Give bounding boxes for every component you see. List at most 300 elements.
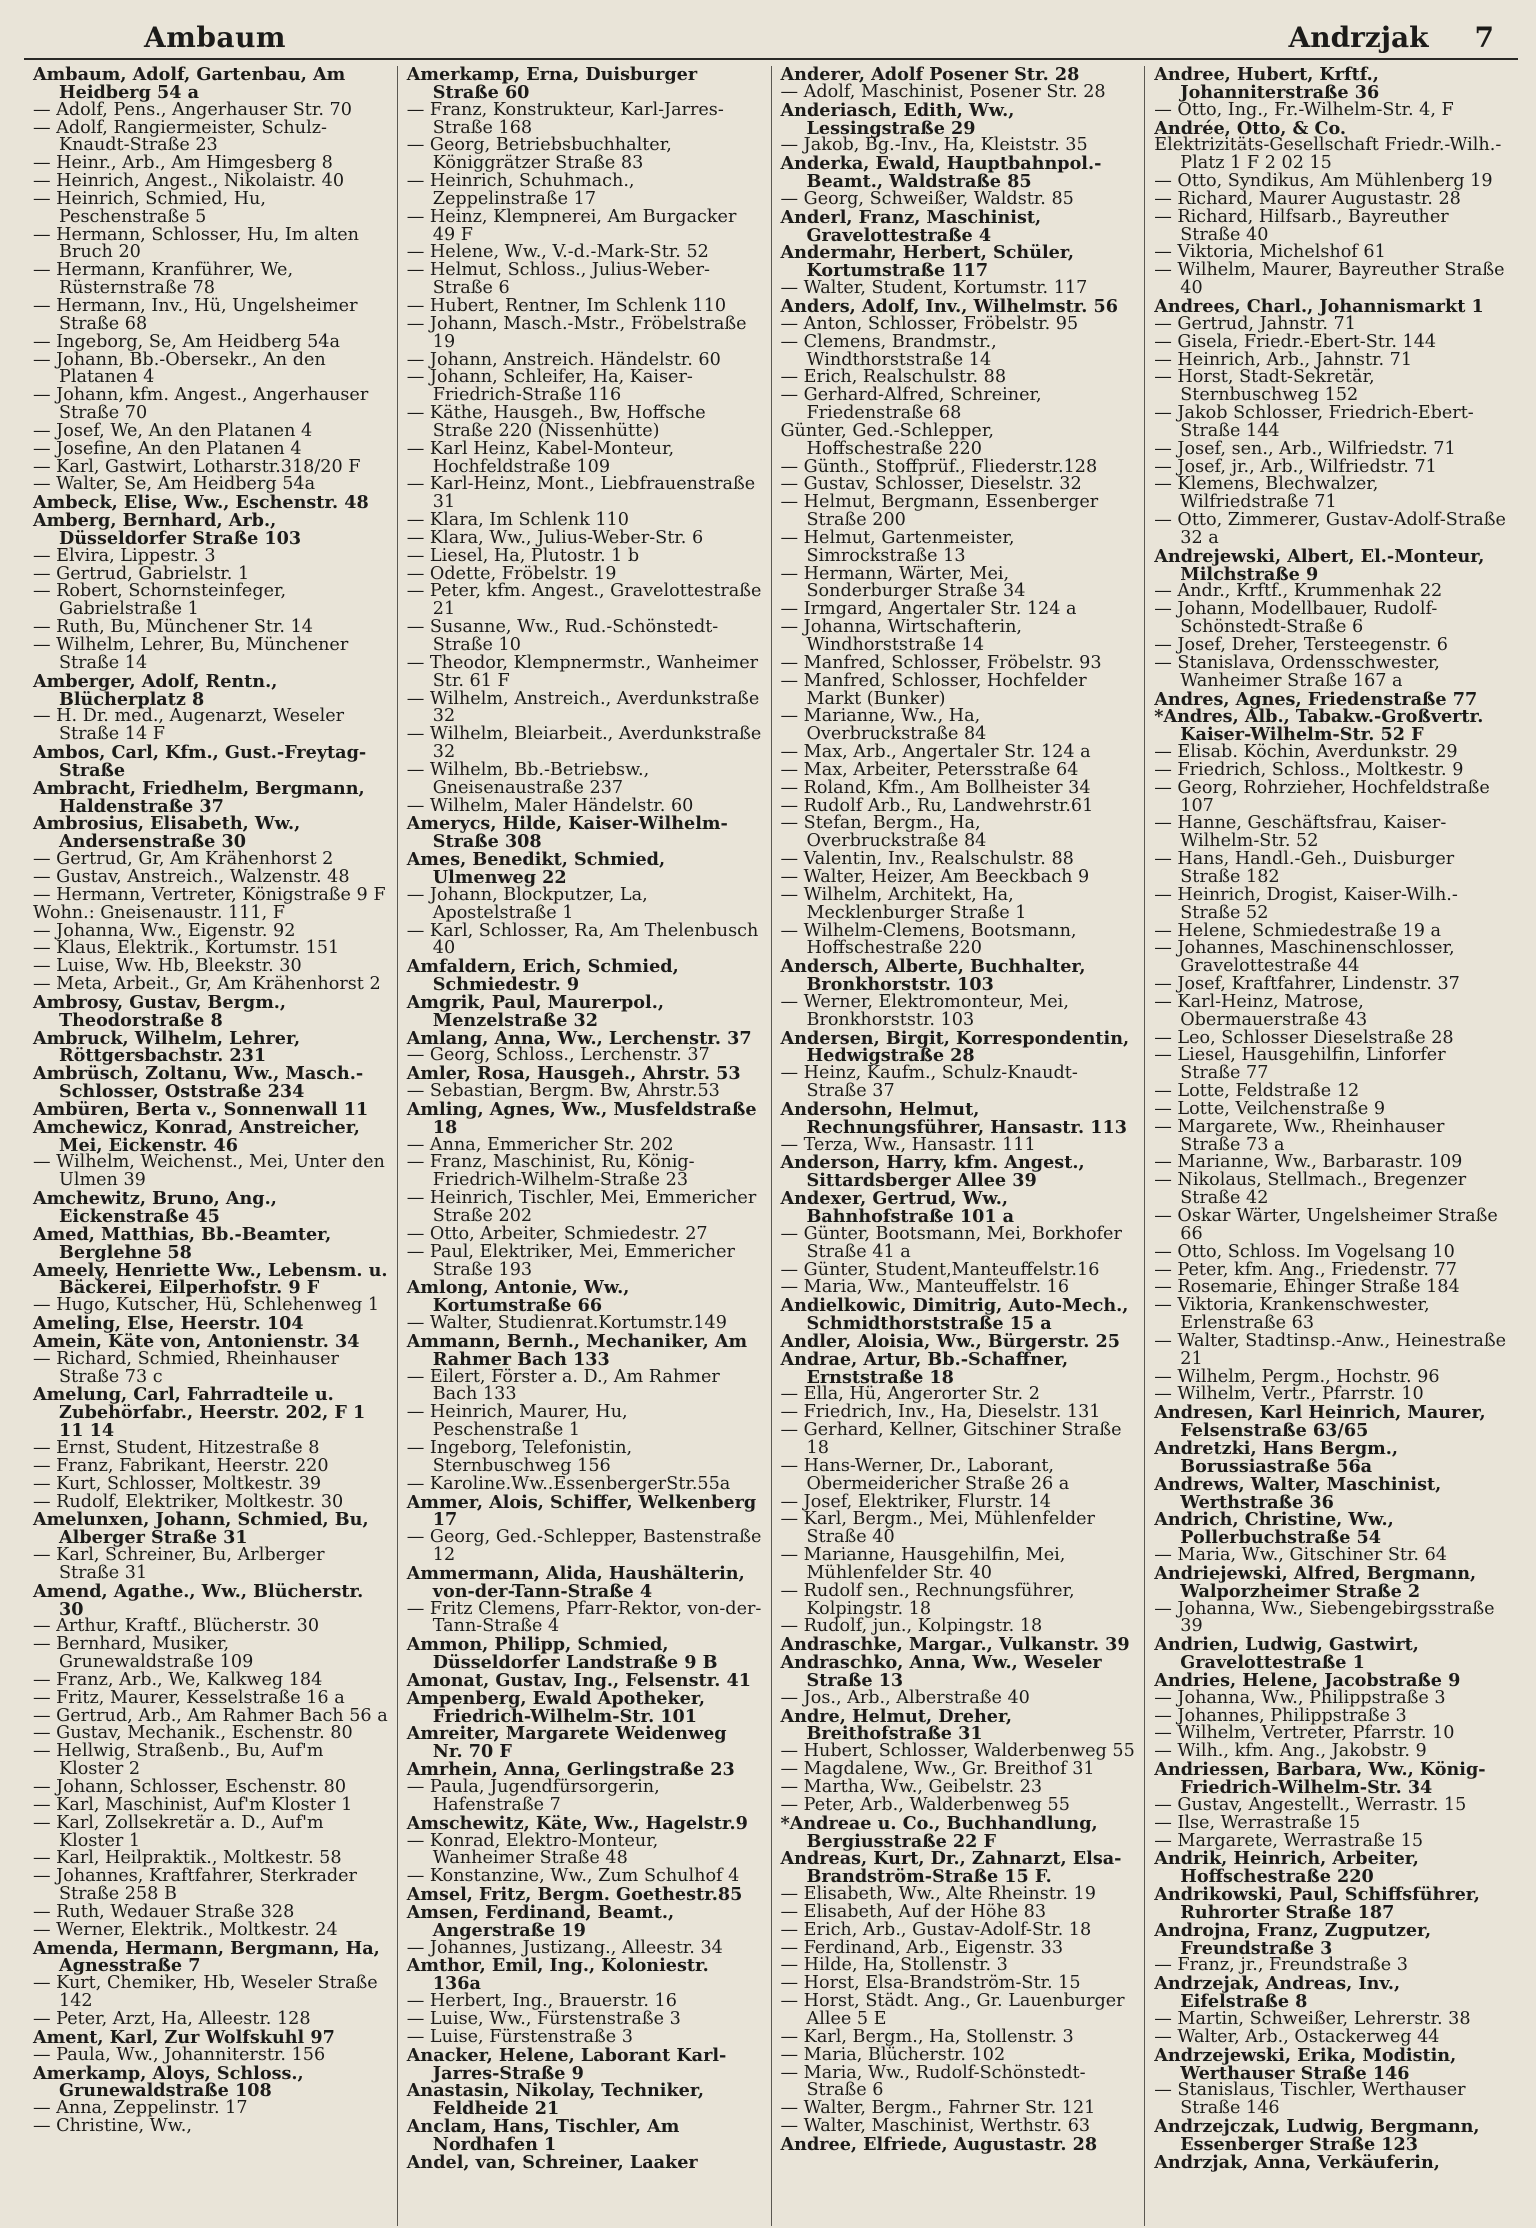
- directory-entry: — Friedrich, Inv., Ha, Dieselstr. 131: [780, 1402, 1101, 1423]
- directory-columns: [24, 66, 1518, 2226]
- directory-entry: — Heinr., Arb., Am Himgesberg 8: [33, 153, 333, 174]
- directory-entry: — Karl, Schreiner, Bu, Arlberger Straße 31: [33, 1545, 325, 1583]
- directory-entry: Ambeck, Elise, Ww., Eschenstr. 48: [33, 492, 369, 514]
- directory-entry: Amsel, Fritz, Bergm. Goethestr.85: [406, 1884, 743, 1906]
- directory-entry: — Lotte, Feldstraße 12: [1154, 1081, 1360, 1102]
- directory-entry: Amend, Agathe., Ww., Blücherstr. 30: [33, 1580, 364, 1620]
- directory-entry: — Gisela, Friedr.-Ebert-Str. 144: [1154, 331, 1437, 352]
- directory-entry: Andriessen, Barbara, Ww., König-Friedrich-Wilhelm-Str. 34: [1154, 1759, 1486, 1798]
- directory-entry: — Georg, Rohrzieher, Hochfeldstraße 107: [1154, 777, 1490, 816]
- directory-entry: Anders, Adolf, Inv., Wilhelmstr. 56: [780, 295, 1119, 317]
- directory-entry: Amchewitz, Bruno, Ang., Eickenstraße 45: [33, 1188, 277, 1227]
- directory-entry: — Gerhard, Kellner, Gitschiner Straße 18: [780, 1420, 1122, 1458]
- directory-entry: — Johannes, Philippstraße 3: [1154, 1705, 1407, 1726]
- directory-entry: — Rudolf, Elektriker, Moltkestr. 30: [33, 1491, 344, 1512]
- directory-entry: — Wilh., kfm. Ang., Jakobstr. 9: [1154, 1741, 1427, 1762]
- directory-entry: — Walter, Stadtinsp.-Anw., Heinestraße 21: [1154, 1330, 1507, 1369]
- directory-entry: — Paul, Elektriker, Mei, Emmericher Straße 193: [406, 1241, 735, 1280]
- directory-entry: — Gertrud, Jahnstr. 71: [1154, 313, 1356, 334]
- directory-entry: — Wilhelm, Pergm., Hochstr. 96: [1154, 1366, 1440, 1387]
- directory-entry: Andree, Elfriede, Augustastr. 28: [780, 2133, 1098, 2155]
- directory-entry: — Johannes, Kraftfahrer, Sterkrader Straße 258 B: [33, 1866, 357, 1905]
- directory-entry: — Konrad, Elektro-Monteur, Wanheimer Straße 48: [406, 1830, 659, 1869]
- directory-entry: — Ruth, Wedauer Straße 328: [33, 1901, 295, 1922]
- directory-entry: — Georg, Ged.-Schlepper, Bastenstraße 12: [406, 1527, 762, 1566]
- directory-entry: Andler, Aloisia, Ww., Bürgerstr. 25: [780, 1330, 1120, 1352]
- directory-entry: Ameling, Else, Heerstr. 104: [33, 1313, 304, 1335]
- directory-entry: — Johann, Blockputzer, La, Apostelstraße 1: [406, 884, 648, 923]
- directory-entry: Andres, Agnes, Friedenstraße 77: [1154, 688, 1478, 710]
- directory-entry: — Paula, Jugendfürsorgerin, Hafenstraße 7: [406, 1777, 660, 1815]
- directory-entry: Ammermann, Alida, Haushälterin, von-der-Tann-Straße 4: [406, 1562, 745, 1602]
- directory-entry: — Elvira, Lippestr. 3: [33, 545, 216, 566]
- directory-entry: Amchewicz, Konrad, Anstreicher, Mei, Eickenstr. 46: [33, 1116, 360, 1156]
- directory-entry: — Johannes, Justizang., Alleestr. 34: [406, 1937, 723, 1958]
- directory-entry: — Rudolf sen., Rechnungsführer, Kolpingstr. 18: [780, 1580, 1075, 1619]
- directory-entry: — Kurt, Chemiker, Hb, Weseler Straße 142: [33, 1973, 378, 2012]
- directory-entry: — Marianne, Ww., Barbarastr. 109: [1154, 1152, 1463, 1173]
- directory-entry: — Gertrud, Gabrielstr. 1: [33, 563, 250, 584]
- directory-entry: — Georg, Betriebsbuchhalter, Königgrätzer Straße 83: [406, 135, 672, 174]
- directory-entry: Andrikowski, Paul, Schiffsführer, Ruhrorter Straße 187: [1154, 1884, 1480, 1923]
- directory-entry: — Hermann, Schlosser, Hu, Im alten Bruch 20: [33, 224, 359, 263]
- directory-entry: Andexer, Gertrud, Ww., Bahnhofstraße 101 a: [780, 1188, 1015, 1227]
- directory-entry: — Elisabeth, Auf der Höhe 83: [780, 1901, 1047, 1922]
- directory-entry: — Peter, kfm. Angest., Gravelottestraße 21: [406, 581, 762, 620]
- directory-entry: — Johann, Schlosser, Eschenstr. 80: [33, 1777, 347, 1797]
- directory-entry: — Adolf, Pens., Angerhauser Str. 70: [33, 99, 352, 120]
- directory-entry: — Heinrich, Maurer, Hu, Peschenstraße 1: [406, 1402, 628, 1441]
- directory-entry: — Walter, Bergm., Fahrner Str. 121: [780, 2098, 1096, 2119]
- directory-entry: — Wilhelm, Weichenst., Mei, Unter den Ulmen 39: [33, 1152, 385, 1191]
- directory-entry: — Jos., Arb., Alberstraße 40: [780, 1687, 1030, 1708]
- directory-entry: — Ruth, Bu, Münchener Str. 14: [33, 617, 313, 638]
- directory-entry: Ammer, Alois, Schiffer, Welkenberg 17: [406, 1491, 757, 1531]
- directory-entry: — Franz, jr., Freundstraße 3: [1154, 1955, 1408, 1976]
- directory-entry: — Gertrud, Gr, Am Krähenhorst 2: [33, 849, 334, 870]
- directory-entry: — Jakob, Bg.-Inv., Ha, Kleiststr. 35: [780, 135, 1088, 156]
- directory-entry: — Maria, Ww., Rudolf-Schönstedt-Straße 6: [780, 2062, 1086, 2101]
- directory-entry: Andrik, Heinrich, Arbeiter, Hoffschestraße 220: [1154, 1848, 1419, 1888]
- directory-entry: Andrae, Artur, Bb.-Schaffner, Ernststraße 18: [780, 1348, 1069, 1388]
- directory-entry: — Johanna, Ww., Philippstraße 3: [1154, 1687, 1446, 1708]
- directory-entry: Amthor, Emil, Ing., Koloniestr. 136a: [406, 1955, 709, 1995]
- directory-entry: — Herbert, Ing., Brauerstr. 16: [406, 1991, 677, 2012]
- directory-entry: Andriejewski, Alfred, Bergmann, Walporzheimer Straße 2: [1154, 1562, 1477, 1602]
- directory-entry: Ampenberg, Ewald Apotheker, Friedrich-Wilhelm-Str. 101: [406, 1687, 705, 1727]
- directory-entry: — Karl, Schlosser, Ra, Am Thelenbusch 40: [406, 920, 759, 959]
- column-3: [771, 66, 1145, 2226]
- directory-entry: Ambrüsch, Zoltanu, Ww., Masch.-Schlosser, Oststraße 234: [33, 1063, 364, 1103]
- directory-entry: — Otto, Zimmerer, Gustav-Adolf-Straße 32 a: [1154, 510, 1506, 548]
- directory-entry: — Heinrich, Schmied, Hu, Peschenstraße 5: [33, 188, 266, 227]
- directory-entry: — Johannes, Maschinenschlosser, Gravelottestraße 44: [1154, 938, 1455, 977]
- directory-entry: — Karl-Heinz, Mont., Liebfrauenstraße 31: [406, 474, 756, 513]
- directory-entry: Andielkowic, Dimitrig, Auto-Mech., Schmidthorststraße 15 a: [780, 1295, 1129, 1335]
- directory-entry: — Nikolaus, Stellmach., Bregenzer Straße 42: [1154, 1170, 1467, 1209]
- directory-entry: — Gerhard-Alfred, Schreiner, Friedenstraße 68: [780, 385, 1042, 424]
- directory-entry: — Klara, Im Schlenk 110: [406, 510, 629, 531]
- directory-entry: — Irmgard, Angertaler Str. 124 a: [780, 599, 1077, 620]
- directory-entry: — Gustav, Schlosser, Dieselstr. 32: [780, 474, 1082, 495]
- directory-entry: — Oskar Wärter, Ungelsheimer Straße 66: [1154, 1206, 1498, 1244]
- directory-entry: — Theodor, Klempnermstr., Wanheimer Str. 61 F: [406, 652, 759, 691]
- directory-entry: — Helene, Ww., V.-d.-Mark-Str. 52: [406, 242, 709, 263]
- directory-entry: Amlang, Anna, Ww., Lerchenstr. 37: [406, 1027, 752, 1049]
- directory-entry: — Josef, sen., Arb., Wilfriedstr. 71: [1154, 438, 1456, 459]
- directory-entry: — Luise, Ww., Fürstenstraße 3: [406, 2008, 681, 2029]
- directory-entry: — Karl-Heinz, Matrose, Obermauerstraße 43: [1154, 991, 1368, 1030]
- directory-entry: — Karl Heinz, Kabel-Monteur, Hochfeldstraße 109: [406, 438, 675, 477]
- directory-entry: — Martha, Ww., Geibelstr. 23: [780, 1777, 1043, 1797]
- directory-entry: — Walter, Studienrat.Kortumstr.149: [406, 1313, 727, 1334]
- directory-entry: Amlong, Antonie, Ww., Kortumstraße 66: [406, 1277, 630, 1317]
- directory-entry: Amsen, Ferdinand, Beamt., Angerstraße 19: [406, 1901, 675, 1941]
- directory-entry: — Josef, Dreher, Tersteegenstr. 6: [1154, 635, 1448, 655]
- directory-entry: — Josefine, An den Platanen 4: [33, 438, 302, 459]
- directory-entry: — Ferdinand, Arb., Eigenstr. 33: [780, 1937, 1064, 1958]
- directory-entry: — Lotte, Veilchenstraße 9: [1154, 1098, 1386, 1119]
- directory-entry: — Klara, Ww., Julius-Weber-Str. 6: [406, 527, 704, 548]
- directory-entry: — Hermann, Inv., Hü, Ungelsheimer Straße 68: [33, 295, 358, 334]
- directory-entry: Anderka, Ewald, Hauptbahnpol.-Beamt., Waldstraße 85: [780, 153, 1102, 193]
- directory-entry: — Elisabeth, Ww., Alte Rheinstr. 19: [780, 1884, 1096, 1905]
- directory-entry: Amler, Rosa, Hausgeh., Ahrstr. 53: [406, 1063, 741, 1085]
- directory-entry: — Helmut, Gartenmeister, Simrockstraße 13: [780, 527, 1015, 566]
- directory-entry: — Günter, Bootsmann, Mei, Borkhofer Straße 41 a: [780, 1223, 1122, 1262]
- directory-entry: — Friedrich, Schloss., Moltkestr. 9: [1154, 759, 1464, 780]
- directory-entry: Andrzejak, Andreas, Inv., Eifelstraße 8: [1154, 1973, 1401, 2013]
- directory-entry: — Max, Arb., Angertaler Str. 124 a: [780, 742, 1091, 763]
- directory-entry: — Heinz, Kaufm., Schulz-Knaudt-Straße 37: [780, 1063, 1078, 1102]
- directory-entry: Amein, Käte von, Antonienstr. 34: [33, 1330, 360, 1352]
- directory-entry: — Franz, Konstrukteur, Karl-Jarres-Straße 168: [406, 99, 724, 138]
- directory-entry: — Hubert, Rentner, Im Schlenk 110: [406, 295, 727, 316]
- directory-entry: — Peter, kfm. Ang., Friedenstr. 77: [1154, 1259, 1457, 1280]
- directory-entry: — Peter, Arzt, Ha, Alleestr. 128: [33, 2008, 311, 2029]
- directory-entry: — Susanne, Ww., Rud.-Schönstedt-Straße 10: [406, 617, 719, 655]
- directory-entry: — Eilert, Förster a. D., Am Rahmer Bach 133: [406, 1366, 720, 1405]
- directory-entry: — Wilhelm, Architekt, Ha, Mecklenburger Straße 1: [780, 884, 1027, 923]
- directory-entry: — Wilhelm, Bb.-Betriebsw., Gneisenaustraße 237: [406, 759, 650, 798]
- directory-entry: Andrien, Ludwig, Gastwirt, Gravelottestraße 1: [1154, 1634, 1419, 1674]
- directory-entry: — Ernst, Student, Hitzestraße 8: [33, 1437, 320, 1458]
- column-1: [24, 66, 397, 2226]
- directory-entry: — Karl, Bergm., Mei, Mühlenfelder Straße 40: [780, 1509, 1095, 1548]
- directory-entry: Ameely, Henriette Ww., Lebensm. u. Bäckerei, Eilperhofstr. 9 F: [33, 1259, 388, 1299]
- directory-entry: — Roland, Kfm., Am Bollheister 34: [780, 777, 1091, 798]
- column-4: [1144, 66, 1518, 2226]
- directory-entry: Amed, Matthias, Bb.-Beamter, Berglehne 58: [33, 1223, 332, 1263]
- directory-entry: — Marianne, Ww., Ha, Overbruckstraße 84: [780, 706, 987, 745]
- directory-entry: Andraschke, Margar., Vulkanstr. 39: [780, 1634, 1130, 1656]
- directory-entry: — Anton, Schlosser, Fröbelstr. 95: [780, 313, 1079, 334]
- directory-entry: — Rudolf Arb., Ru, Landwehrstr.61: [780, 795, 1094, 816]
- directory-entry: Anderiasch, Edith, Ww., Lessingstraße 29: [780, 99, 1015, 139]
- directory-entry: — Franz, Fabrikant, Heerstr. 220: [33, 1455, 329, 1476]
- directory-entry: Andrzjak, Anna, Verkäuferin,: [1154, 2151, 1440, 2173]
- directory-entry: — Margarete, Werrastraße 15: [1154, 1830, 1424, 1851]
- directory-entry: Elektrizitäts-Gesellschaft Friedr.-Wilh.-Platz 1 F 2 02 15: [1154, 135, 1502, 174]
- directory-entry: — Werner, Elektrik., Moltkestr. 24: [33, 1919, 338, 1940]
- directory-entry: Androjna, Franz, Zugputzer, Freundstraße 3: [1154, 1919, 1432, 1959]
- directory-entry: — Otto, Schloss. Im Vogelsang 10: [1154, 1241, 1455, 1262]
- directory-entry: — Käthe, Hausgeh., Bw, Hoffsche Straße 220 (Nissenhütte): [406, 403, 706, 441]
- directory-entry: — Franz, Maschinist, Ru, König-Friedrich-Wilhelm-Straße 23: [406, 1152, 695, 1191]
- directory-entry: — Ingeborg, Telefonistin, Sternbuschweg 156: [406, 1437, 633, 1476]
- directory-entry: — Jakob Schlosser, Friedrich-Ebert-Straße 144: [1154, 403, 1474, 441]
- directory-entry: — Paula, Ww., Johanniterstr. 156: [33, 2044, 326, 2065]
- directory-entry: — Heinz, Klempnerei, Am Burgacker 49 F: [406, 206, 737, 245]
- directory-entry: — Adolf, Maschinist, Posener Str. 28: [780, 81, 1106, 102]
- directory-entry: — Fritz Clemens, Pfarr-Rektor, von-der-Tann-Straße 4: [406, 1598, 762, 1637]
- directory-entry: — Christine, Ww.,: [33, 2116, 192, 2137]
- directory-entry: Amerkamp, Aloys, Schloss., Grunewaldstraße 108: [33, 2062, 304, 2102]
- directory-entry: — Johann, kfm. Angest., Angerhauser Straße 70: [33, 385, 369, 424]
- directory-entry: — Johanna, Ww., Eigenstr. 92: [33, 920, 296, 941]
- directory-entry: Andrich, Christine, Ww., Pollerbuchstraße 54: [1154, 1509, 1394, 1549]
- directory-entry: — Hermann, Vertreter, Königstraße 9 F: [33, 884, 386, 905]
- directory-entry: Amenda, Hermann, Bergmann, Ha, Agnesstraße 7: [33, 1937, 380, 1977]
- directory-entry: Amgrik, Paul, Maurerpol., Menzelstraße 32: [406, 991, 664, 1031]
- directory-entry: Anclam, Hans, Tischler, Am Nordhafen 1: [406, 2116, 680, 2155]
- directory-entry: — Anna, Zeppelinstr. 17: [33, 2098, 248, 2119]
- directory-entry: Amreiter, Margarete Weidenweg Nr. 70 F: [406, 1723, 727, 1763]
- directory-entry: — Hans, Handl.-Geh., Duisburger Straße 182: [1154, 849, 1455, 887]
- directory-entry: — Rudolf, jun., Kolpingstr. 18: [780, 1616, 1043, 1637]
- directory-entry: Ames, Benedikt, Schmied, Ulmenweg 22: [406, 849, 666, 888]
- directory-entry: Andrews, Walter, Maschinist, Werthstraße 36: [1154, 1473, 1442, 1513]
- directory-entry: — Hermann, Kranführer, We, Rüsternstraße 78: [33, 260, 294, 299]
- directory-entry: — Walter, Maschinist, Werthstr. 63: [780, 2116, 1091, 2137]
- directory-entry: — Fritz, Maurer, Kesselstraße 16 a: [33, 1687, 345, 1708]
- directory-entry: — Valentin, Inv., Realschulstr. 88: [780, 849, 1074, 870]
- directory-entry: — Karl, Zollsekretär a. D., Auf'm Kloster 1: [33, 1812, 324, 1851]
- page-number: 7: [1474, 21, 1494, 54]
- directory-entry: — Günter, Student,Manteuffelstr.16: [780, 1259, 1100, 1280]
- directory-entry: — Walter, Arb., Ostackerweg 44: [1154, 2026, 1440, 2047]
- directory-entry: — Wilhelm, Maurer, Bayreuther Straße 40: [1154, 260, 1505, 299]
- directory-entry: Andersohn, Helmut, Rechnungsführer, Hansastr. 113: [780, 1098, 1128, 1138]
- directory-entry: — Rosemarie, Ehinger Straße 184: [1154, 1277, 1460, 1298]
- directory-entry: — Georg, Schweißer, Waldstr. 85: [780, 188, 1074, 209]
- directory-entry: Andretzki, Hans Bergm., Borussiastraße 56a: [1154, 1437, 1399, 1477]
- directory-entry: Andreas, Kurt, Dr., Zahnarzt, Elsa-Brandström-Straße 15 F.: [780, 1848, 1122, 1888]
- directory-entry: — Josef, Elektriker, Flurstr. 14: [780, 1491, 1051, 1512]
- directory-entry: Amerkamp, Erna, Duisburger Straße 60: [406, 66, 698, 103]
- directory-entry: Andel, van, Schreiner, Laaker: [406, 2151, 698, 2173]
- directory-entry: — Gustav, Anstreich., Walzenstr. 48: [33, 866, 350, 887]
- header-right: [1289, 21, 1494, 54]
- directory-entry: — Hans-Werner, Dr., Laborant, Obermeidericher Straße 26 a: [780, 1455, 1070, 1494]
- directory-entry: — Franz, Arb., We, Kalkweg 184: [33, 1669, 323, 1690]
- directory-entry: — Horst, Elsa-Brandström-Str. 15: [780, 1973, 1081, 1994]
- column-2: [397, 66, 771, 2226]
- header-first-name: Ambaum: [144, 21, 287, 54]
- directory-entry: Ambracht, Friedhelm, Bergmann, Haldenstraße 37: [33, 777, 365, 817]
- directory-entry: — Liesel, Ha, Plutostr. 1 b: [406, 545, 640, 566]
- directory-entry: — Heinrich, Tischler, Mei, Emmericher Straße 202: [406, 1188, 757, 1226]
- directory-entry: — Karl, Heilpraktik., Moltkestr. 58: [33, 1848, 342, 1869]
- directory-entry: — Heinrich, Drogist, Kaiser-Wilh.-Straße 52: [1154, 884, 1458, 923]
- directory-entry: — Leo, Schlosser Dieselstraße 28: [1154, 1027, 1454, 1048]
- directory-entry: — Josef, We, An den Platanen 4: [33, 420, 313, 441]
- directory-entry: Ambruck, Wilhelm, Lehrer, Röttgersbachstr. 231: [33, 1027, 301, 1067]
- directory-entry: Ammon, Philipp, Schmied, Düsseldorfer Landstraße 9 B: [406, 1634, 718, 1674]
- directory-entry: Andrzejewski, Erika, Modistin, Werthauser Straße 146: [1154, 2044, 1457, 2084]
- directory-entry: — H. Dr. med., Augenarzt, Weseler Straße 14 F: [33, 706, 345, 745]
- directory-entry: — Manfred, Schlosser, Hochfelder Markt (Bunker): [780, 670, 1087, 709]
- directory-entry: — Gustav, Angestellt., Werrastr. 15: [1154, 1794, 1467, 1815]
- directory-entry: Amonat, Gustav, Ing., Felsenstr. 41: [406, 1669, 752, 1691]
- directory-entry: Anderer, Adolf Posener Str. 28: [780, 66, 1080, 85]
- directory-entry: — Viktoria, Michelshof 61: [1154, 242, 1386, 263]
- directory-entry: — Josef, Kraftfahrer, Lindenstr. 37: [1154, 974, 1460, 995]
- directory-entry: — Wilhelm, Lehrer, Bu, Münchener Straße 14: [33, 635, 349, 673]
- directory-entry: — Stanislaus, Tischler, Werthauser Straße 146: [1154, 2080, 1466, 2119]
- directory-entry: — Werner, Elektromonteur, Mei, Bronkhorststr. 103: [780, 991, 1069, 1030]
- directory-entry: — Wilhelm, Vertreter, Pfarrstr. 10: [1154, 1723, 1455, 1744]
- directory-entry: — Ella, Hü, Angerorter Str. 2: [780, 1384, 1040, 1405]
- directory-entry: — Elisab. Köchin, Averdunkstr. 29: [1154, 742, 1458, 763]
- directory-entry: — Johanna, Ww., Siebengebirgsstraße 39: [1154, 1598, 1495, 1637]
- directory-entry: Amrhein, Anna, Gerlingstraße 23: [406, 1759, 735, 1781]
- directory-entry: — Meta, Arbeit., Gr, Am Krähenhorst 2: [33, 974, 381, 995]
- directory-entry: — Horst, Stadt-Sekretär, Sternbuschweg 152: [1154, 367, 1375, 406]
- directory-entry: — Hubert, Schlosser, Walderbenweg 55: [780, 1741, 1135, 1762]
- directory-entry: Ambos, Carl, Kfm., Gust.-Freytag-Straße: [33, 742, 367, 781]
- directory-entry: Ammann, Bernh., Mechaniker, Am Rahmer Bach 133: [406, 1330, 748, 1370]
- directory-entry: — Heinrich, Angest., Nikolaistr. 40: [33, 171, 345, 192]
- directory-entry: — Josef, jr., Arb., Wilfriedstr. 71: [1154, 456, 1437, 477]
- directory-entry: Amschewitz, Käte, Ww., Hagelstr.9: [406, 1812, 748, 1834]
- directory-entry: — Johann, Modellbauer, Rudolf-Schönstedt-Straße 6: [1154, 599, 1438, 638]
- directory-entry: Ambrosius, Elisabeth, Ww., Andersenstraße 30: [33, 813, 301, 853]
- directory-entry: Anderl, Franz, Maschinist, Gravelottestraße 4: [780, 206, 1042, 246]
- directory-entry: — Hugo, Kutscher, Hü, Schlehenweg 1: [33, 1295, 380, 1316]
- directory-entry: — Richard, Hilfsarb., Bayreuther Straße 40: [1154, 206, 1449, 245]
- directory-entry: — Wilhelm, Maler Händelstr. 60: [406, 795, 694, 816]
- directory-entry: Amling, Agnes, Ww., Musfeldstraße 18: [406, 1098, 757, 1138]
- directory-entry: — Viktoria, Krankenschwester, Erlenstraße 63: [1154, 1295, 1430, 1334]
- directory-entry: Ambrosy, Gustav, Bergm., Theodorstraße 8: [33, 991, 287, 1031]
- directory-entry: — Terza, Ww., Hansastr. 111: [780, 1134, 1036, 1155]
- directory-entry: — Hilde, Ha, Stollenstr. 3: [780, 1955, 1008, 1976]
- directory-entry: — Helmut, Schloss., Julius-Weber-Straße 6: [406, 260, 710, 299]
- directory-entry: — Karl, Bergm., Ha, Stollenstr. 3: [780, 2026, 1074, 2047]
- directory-entry: — Johann, Anstreich. Händelstr. 60: [406, 349, 721, 370]
- directory-entry: — Andr., Krftf., Krummenhak 22: [1154, 581, 1443, 602]
- directory-entry: *Andreae u. Co., Buchhandlung, Bergiusstraße 22 F: [780, 1812, 1098, 1852]
- directory-entry: — Erich, Realschulstr. 88: [780, 367, 1007, 388]
- directory-entry: — Anna, Emmericher Str. 202: [406, 1134, 674, 1155]
- directory-entry: — Wilhelm-Clemens, Bootsmann, Hoffschestraße 220: [780, 920, 1077, 959]
- header-last-name: Andrzjak: [1288, 21, 1429, 54]
- directory-entry: — Adolf, Rangiermeister, Schulz-Knaudt-Straße 23: [33, 117, 327, 156]
- directory-entry: Andrée, Otto, & Co.: [1154, 117, 1347, 139]
- directory-entry: — Heinrich, Arb., Jahnstr. 71: [1154, 349, 1413, 370]
- directory-entry: — Helene, Schmiedestraße 19 a: [1154, 920, 1442, 941]
- directory-entry: — Otto, Arbeiter, Schmiedestr. 27: [406, 1223, 708, 1244]
- directory-entry: — Margarete, Ww., Rheinhauser Straße 73 a: [1154, 1116, 1445, 1155]
- directory-entry: — Erich, Arb., Gustav-Adolf-Str. 18: [780, 1919, 1092, 1940]
- directory-entry: — Otto, Ing., Fr.-Wilhelm-Str. 4, F: [1154, 99, 1454, 120]
- directory-entry: — Karl, Gastwirt, Lotharstr.318/20 F: [33, 456, 361, 477]
- directory-entry: — Günth., Stoffprüf., Fliederstr.128: [780, 456, 1098, 477]
- directory-entry: Andries, Helene, Jacobstraße 9: [1154, 1669, 1461, 1691]
- directory-entry: Ambaum, Adolf, Gartenbau, Am Heidberg 54 a: [33, 66, 346, 103]
- directory-entry: — Martin, Schweißer, Lehrerstr. 38: [1154, 2008, 1471, 2029]
- directory-entry: — Bernhard, Musiker, Grunewaldstraße 109: [33, 1634, 254, 1673]
- directory-entry: — Walter, Se, Am Heidberg 54a: [33, 474, 316, 495]
- directory-entry: — Helmut, Bergmann, Essenberger Straße 200: [780, 492, 1099, 531]
- directory-entry: — Hermann, Wärter, Mei, Sonderburger Straße 34: [780, 563, 1026, 602]
- directory-entry: Amfaldern, Erich, Schmied, Schmiedestr. 9: [406, 956, 679, 996]
- directory-entry: — Manfred, Schlosser, Fröbelstr. 93: [780, 652, 1102, 673]
- directory-entry: Andersch, Alberte, Buchhalter, Bronkhorststr. 103: [780, 956, 1086, 996]
- directory-entry: — Hellwig, Straßenb., Bu, Auf'm Kloster 2: [33, 1741, 324, 1780]
- directory-entry: Andrzejczak, Ludwig, Bergmann, Essenberger Straße 123: [1154, 2116, 1480, 2155]
- directory-entry: — Luise, Ww. Hb, Bleekstr. 30: [33, 956, 302, 977]
- directory-entry: — Klemens, Blechwalzer, Wilfriedstraße 71: [1154, 474, 1379, 513]
- directory-entry: — Otto, Syndikus, Am Mühlenberg 19: [1154, 171, 1493, 192]
- directory-entry: — Konstanzine, Ww., Zum Schulhof 4: [406, 1866, 740, 1887]
- directory-entry: — Stanislava, Ordensschwester, Wanheimer Straße 167 a: [1154, 652, 1440, 691]
- directory-entry: — Kurt, Schlosser, Moltkestr. 39: [33, 1473, 322, 1494]
- directory-entry: Andre, Helmut, Dreher, Breithofstraße 31: [780, 1705, 1013, 1745]
- directory-entry: Andree, Hubert, Krftf., Johanniterstraße 36: [1154, 66, 1380, 103]
- directory-entry: — Sebastian, Bergm. Bw, Ahrstr.53: [406, 1081, 720, 1102]
- directory-entry: — Johann, Bb.-Obersekr., An den Platanen 4: [33, 349, 326, 388]
- directory-entry: — Liesel, Hausgehilfin, Linforfer Straße 77: [1154, 1045, 1446, 1084]
- directory-entry: Wohn.: Gneisenaustr. 111, F: [33, 902, 286, 923]
- directory-entry: — Maria, Ww., Gitschiner Str. 64: [1154, 1545, 1447, 1566]
- directory-entry: Ambüren, Berta v., Sonnenwall 11: [33, 1098, 369, 1120]
- directory-entry: Andraschko, Anna, Ww., Weseler Straße 13: [780, 1652, 1102, 1691]
- directory-entry: — Peter, Arb., Walderbenweg 55: [780, 1794, 1070, 1815]
- directory-entry: — Walter, Heizer, Am Beeckbach 9: [780, 866, 1090, 887]
- directory-entry: — Magdalene, Ww., Gr. Breithof 31: [780, 1759, 1095, 1780]
- directory-entry: — Gertrud, Arb., Am Rahmer Bach 56 a: [33, 1705, 388, 1726]
- directory-entry: — Max, Arbeiter, Petersstraße 64: [780, 759, 1079, 780]
- page-header: [24, 10, 1518, 60]
- directory-entry: — Maria, Blücherstr. 102: [780, 2044, 1006, 2065]
- directory-entry: — Wilhelm, Vertr., Pfarrstr. 10: [1154, 1384, 1424, 1405]
- directory-entry: — Odette, Fröbelstr. 19: [406, 563, 617, 584]
- directory-entry: — Gustav, Mechanik., Eschenstr. 80: [33, 1723, 353, 1744]
- directory-entry: Andrejewski, Albert, El.-Monteur, Milchstraße 9: [1154, 545, 1485, 585]
- directory-entry: — Klaus, Elektrik., Kortumstr. 151: [33, 938, 340, 959]
- directory-entry: — Johanna, Wirtschafterin, Windhorststraße 14: [780, 617, 1023, 655]
- directory-entry: — Clemens, Brandmstr., Windthorststraße 14: [780, 331, 997, 370]
- directory-entry: Andrees, Charl., Johannismarkt 1: [1154, 295, 1484, 317]
- directory-entry: Amerycs, Hilde, Kaiser-Wilhelm-Straße 308: [406, 813, 728, 853]
- directory-entry: *Andres, Alb., Tabakw.-Großvertr. Kaiser-Wilhelm-Str. 52 F: [1154, 706, 1484, 746]
- directory-entry: Anderson, Harry, kfm. Angest., Sittardsberger Allee 39: [780, 1152, 1085, 1192]
- directory-entry: — Stefan, Bergm., Ha, Overbruckstraße 84: [780, 813, 987, 852]
- directory-entry: Andersen, Birgit, Korrespondentin, Hedwigstraße 28: [780, 1027, 1130, 1067]
- directory-entry: — Richard, Maurer Augustastr. 28: [1154, 188, 1461, 209]
- directory-entry: — Heinrich, Schuhmach., Zeppelinstraße 17: [406, 171, 635, 209]
- directory-entry: Amelunxen, Johann, Schmied, Bu, Alberger Straße 31: [33, 1509, 369, 1549]
- directory-entry: Amberger, Adolf, Rentn., Blücherplatz 8: [33, 670, 278, 710]
- directory-entry: Anastasin, Nikolay, Techniker, Feldheide 21: [406, 2080, 704, 2120]
- directory-entry: Ament, Karl, Zur Wolfskuhl 97: [33, 2026, 335, 2048]
- directory-entry: — Horst, Städt. Ang., Gr. Lauenburger Allee 5 E: [780, 1991, 1125, 2029]
- directory-entry: — Robert, Schornsteinfeger, Gabrielstraße 1: [33, 581, 287, 620]
- directory-entry: — Ingeborg, Se, Am Heidberg 54a: [33, 331, 340, 352]
- directory-entry: — Marianne, Hausgehilfin, Mei, Mühlenfelder Str. 40: [780, 1545, 1066, 1583]
